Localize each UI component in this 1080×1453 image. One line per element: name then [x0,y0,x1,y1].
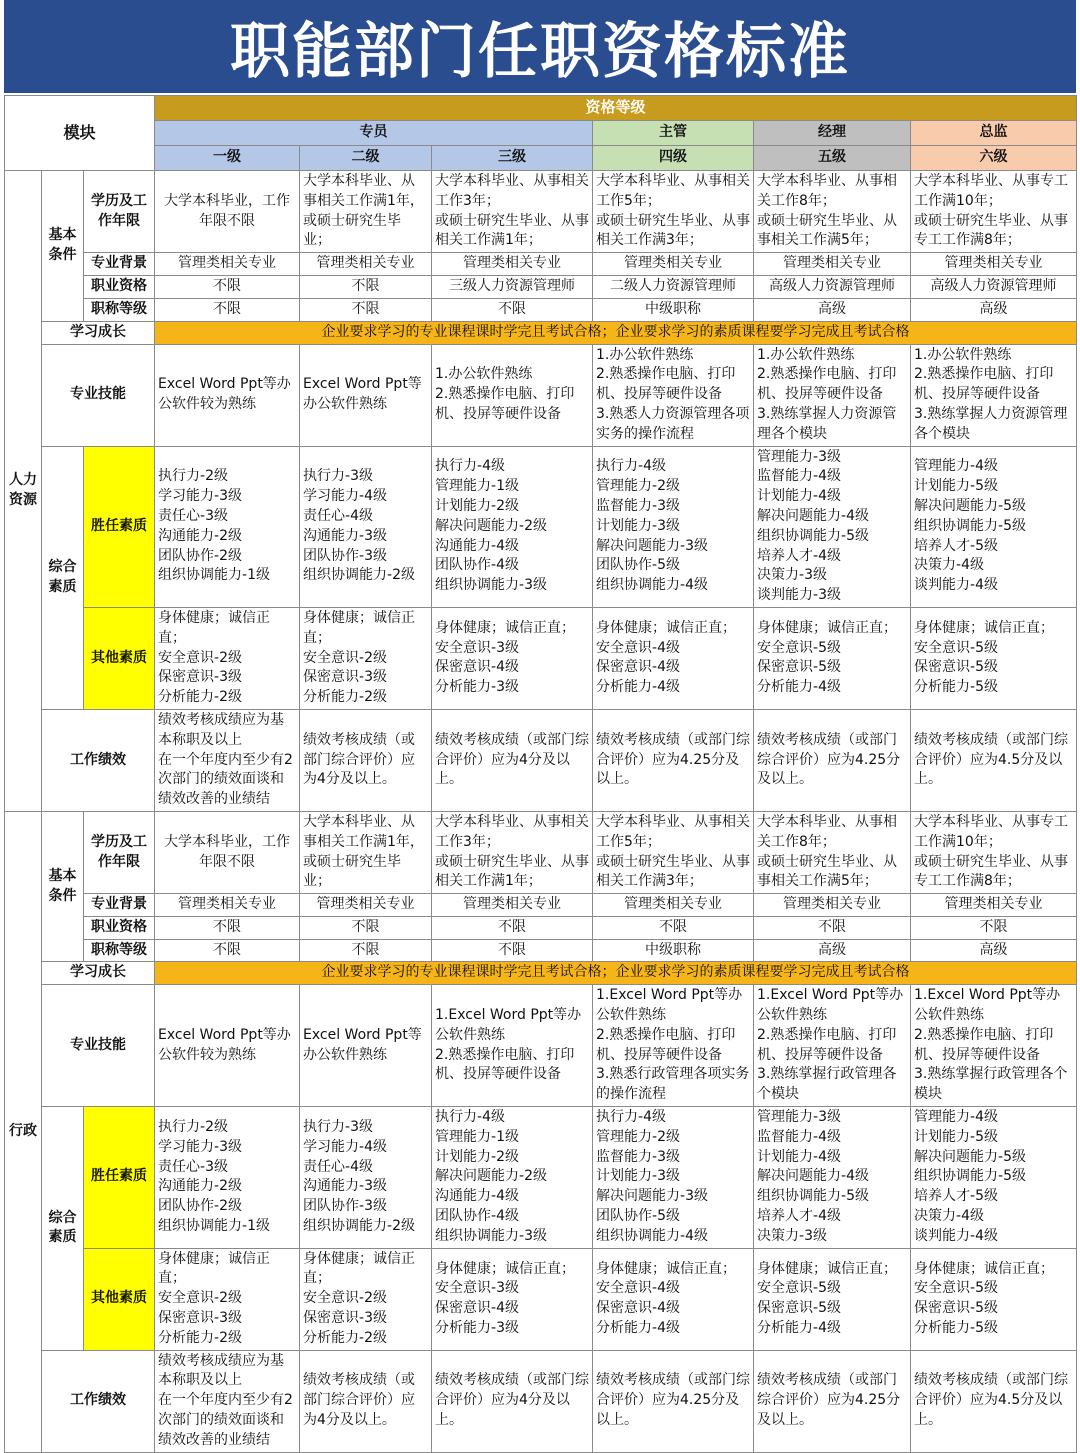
education-cell: 大学本科毕业，工作 年限不限 [155,171,300,253]
education-cell: 大学本科毕业、从事专工工作满10年； 或硕士研究生毕业、从事专工工作满8年； [911,171,1077,253]
skills-cell: 1.办公软件熟练 2.熟悉操作电脑、打印机、投屏等硬件设备 3.熟练掌握人力资源管理各个模块 [911,344,1077,446]
table-row [5,171,1077,253]
learning-requirement: 企业要求学习的专业课程课时学完且考试合格；企业要求学习的素质课程要学习完成且考试合格 [155,962,1077,985]
major-label: 专业背景 [84,894,155,917]
skills-cell: 1.Excel Word Ppt等办公软件熟练 2.熟悉操作电脑、打印机、投屏等硬件设备 [432,985,593,1107]
table-row [5,276,1077,299]
performance-cell: 绩效考核成绩应为基本称职及以上 在一个年度内至少有2次部门的绩效面谈和绩效改善的业绩结 [155,1350,300,1452]
table-row [5,607,1077,709]
table-row [5,894,1077,917]
education-cell: 大学本科毕业、从事相关工作满1年，或硕士研究生毕业； [300,171,432,253]
major-cell: 管理类相关专业 [754,894,911,917]
competency-cell: 管理能力-4级 计划能力-5级 解决问题能力-5级 组织协调能力-5级 培养人才-5级 决策力-4级 谈判能力-4级 [911,1107,1077,1249]
qualification-cell: 不限 [155,276,300,299]
table-row [5,916,1077,939]
qualification-cell: 不限 [911,916,1077,939]
education-cell: 大学本科毕业、从事相关工作3年； 或硕士研究生毕业、从事相关工作满1年； [432,811,593,893]
table-row [5,709,1077,811]
competency-cell: 执行力-3级 学习能力-4级 责任心-4级 沟通能力-3级 团队协作-3级 组织协调能力-2级 [300,446,432,607]
title-level-label: 职称等级 [84,298,155,321]
competency-cell: 执行力-4级 管理能力-1级 计划能力-2级 解决问题能力-2级 沟通能力-4级 团队协作-4级 组织协调能力-3级 [432,446,593,607]
section-name: 行政 [5,811,42,1452]
title-level-cell: 高级 [911,298,1077,321]
group-header-director: 总监 [911,121,1077,146]
qualification-cell: 不限 [300,916,432,939]
other-quality-cell: 身体健康；诚信正直； 安全意识-2级 保密意识-3级 分析能力-2级 [155,607,300,709]
table-row [5,1107,1077,1249]
competency-label: 胜任素质 [84,1107,155,1249]
education-cell: 大学本科毕业、从事相关工作8年； 或硕士研究生毕业、从事相关工作满5年； [754,171,911,253]
skills-cell: Excel Word Ppt等办公软件熟练 [300,344,432,446]
major-cell: 管理类相关专业 [911,894,1077,917]
other-quality-cell: 身体健康；诚信正直； 安全意识-3级 保密意识-4级 分析能力-3级 [432,607,593,709]
table-row [5,1350,1077,1452]
learning-label: 学习成长 [42,962,155,985]
competency-cell: 执行力-4级 管理能力-2级 监督能力-3级 计划能力-3级 解决问题能力-3级 团队协作-5级 组织协调能力-4级 [593,1107,754,1249]
title-level-cell: 高级 [754,298,911,321]
other-quality-cell: 身体健康；诚信正直； 安全意识-5级 保密意识-5级 分析能力-4级 [754,607,911,709]
education-cell: 大学本科毕业、从事相关工作3年； 或硕士研究生毕业、从事相关工作满1年； [432,171,593,253]
overall-quality-label: 综合 素质 [42,446,84,709]
basic-conditions-label: 基本 条件 [42,811,84,962]
table-row [5,446,1077,607]
qualification-cell: 高级人力资源管理师 [754,276,911,299]
performance-label: 工作绩效 [42,1350,155,1452]
other-quality-label: 其他素质 [84,1248,155,1350]
level-header-5: 五级 [754,146,911,171]
major-cell: 管理类相关专业 [593,253,754,276]
qualification-label: 职业资格 [84,276,155,299]
skills-cell: Excel Word Ppt等办公软件较为熟练 [155,344,300,446]
major-cell: 管理类相关专业 [911,253,1077,276]
skills-cell: Excel Word Ppt等办公软件熟练 [300,985,432,1107]
other-quality-cell: 身体健康；诚信正直； 安全意识-5级 保密意识-5级 分析能力-5级 [911,1248,1077,1350]
competency-cell: 执行力-4级 管理能力-1级 计划能力-2级 解决问题能力-2级 沟通能力-4级 团队协作-4级 组织协调能力-3级 [432,1107,593,1249]
level-header-3: 三级 [432,146,593,171]
skills-cell: 1.Excel Word Ppt等办公软件熟练 2.熟悉操作电脑、打印机、投屏等硬件设备 3.熟练掌握行政管理各个模块 [911,985,1077,1107]
competency-cell: 执行力-4级 管理能力-2级 监督能力-3级 计划能力-3级 解决问题能力-3级 团队协作-5级 组织协调能力-4级 [593,446,754,607]
title-banner [4,0,1076,93]
table-row [5,985,1077,1107]
skills-label: 专业技能 [42,344,155,446]
page-title: 职能部门任职资格标准 [230,16,850,87]
title-level-cell: 不限 [432,298,593,321]
table-row [5,321,1077,344]
other-quality-label: 其他素质 [84,607,155,709]
education-cell: 大学本科毕业、从事专工工作满10年； 或硕士研究生毕业、从事专工工作满8年； [911,811,1077,893]
major-cell: 管理类相关专业 [300,894,432,917]
group-header-supervisor: 主管 [593,121,754,146]
qualification-label: 职业资格 [84,916,155,939]
performance-cell: 绩效考核成绩（或部门综合评价）应为4.25分及以上。 [593,709,754,811]
level-header-4: 四级 [593,146,754,171]
title-level-cell: 高级 [754,939,911,962]
overall-quality-label: 综合 素质 [42,1107,84,1351]
major-cell: 管理类相关专业 [155,253,300,276]
title-level-label: 职称等级 [84,939,155,962]
qualification-cell: 二级人力资源管理师 [593,276,754,299]
title-level-cell: 不限 [300,298,432,321]
other-quality-cell: 身体健康；诚信正直； 安全意识-2级 保密意识-3级 分析能力-2级 [300,1248,432,1350]
table-row [5,344,1077,446]
competency-cell: 管理能力-3级 监督能力-4级 计划能力-4级 解决问题能力-4级 组织协调能力-5级 培养人才-4级 决策力-3级 [754,1107,911,1249]
major-cell: 管理类相关专业 [754,253,911,276]
learning-label: 学习成长 [42,321,155,344]
performance-cell: 绩效考核成绩应为基本称职及以上 在一个年度内至少有2次部门的绩效面谈和绩效改善的业绩结 [155,709,300,811]
other-quality-cell: 身体健康；诚信正直； 安全意识-2级 保密意识-3级 分析能力-2级 [155,1248,300,1350]
title-level-cell: 高级 [911,939,1077,962]
performance-cell: 绩效考核成绩（或部门综合评价）应为4.25分及以上。 [754,1350,911,1452]
basic-conditions-label: 基本 条件 [42,171,84,322]
performance-cell: 绩效考核成绩（或部门综合评价）应为4分及以上。 [432,1350,593,1452]
major-cell: 管理类相关专业 [155,894,300,917]
performance-cell: 绩效考核成绩（或部门综合评价）应为4分及以上。 [432,709,593,811]
performance-label: 工作绩效 [42,709,155,811]
skills-cell: Excel Word Ppt等办公软件较为熟练 [155,985,300,1107]
title-level-cell: 中级职称 [593,939,754,962]
education-label: 学历及工 作年限 [84,811,155,893]
skills-cell: 1.Excel Word Ppt等办公软件熟练 2.熟悉操作电脑、打印机、投屏等硬件设备 3.熟悉行政管理各项实务的操作流程 [593,985,754,1107]
competency-label: 胜任素质 [84,446,155,607]
competency-cell: 执行力-2级 学习能力-3级 责任心-3级 沟通能力-2级 团队协作-2级 组织协调能力-1级 [155,446,300,607]
qualification-cell: 不限 [155,916,300,939]
qualification-cell: 不限 [754,916,911,939]
table-row [5,962,1077,985]
competency-cell: 执行力-2级 学习能力-3级 责任心-3级 沟通能力-2级 团队协作-2级 组织协调能力-1级 [155,1107,300,1249]
level-header-2: 二级 [300,146,432,171]
education-cell: 大学本科毕业、从事相关工作5年； 或硕士研究生毕业、从事相关工作满3年； [593,171,754,253]
qualification-cell: 不限 [300,276,432,299]
section-name: 人力 资源 [5,171,42,812]
level-header-1: 一级 [155,146,300,171]
performance-cell: 绩效考核成绩（或部门综合评价）应为4.5分及以上。 [911,709,1077,811]
other-quality-cell: 身体健康；诚信正直； 安全意识-4级 保密意识-4级 分析能力-4级 [593,1248,754,1350]
skills-cell: 1.办公软件熟练 2.熟悉操作电脑、打印机、投屏等硬件设备 3.熟悉人力资源管理各项实务的操作流程 [593,344,754,446]
performance-cell: 绩效考核成绩（或部门综合评价）应为4.25分及以上。 [754,709,911,811]
qualification-table [4,95,1077,1453]
education-cell: 大学本科毕业、从事相关工作5年； 或硕士研究生毕业、从事相关工作满3年； [593,811,754,893]
qualification-cell: 三级人力资源管理师 [432,276,593,299]
education-cell: 大学本科毕业，工作 年限不限 [155,811,300,893]
table-row [5,811,1077,893]
performance-cell: 绩效考核成绩（或部门综合评价）应为4分及以上。 [300,709,432,811]
qualification-cell: 不限 [593,916,754,939]
major-label: 专业背景 [84,253,155,276]
qualification-cell: 不限 [432,916,593,939]
performance-cell: 绩效考核成绩（或部门综合评价）应为4.25分及以上。 [593,1350,754,1452]
education-cell: 大学本科毕业、从事相关工作8年； 或硕士研究生毕业、从事相关工作满5年； [754,811,911,893]
performance-cell: 绩效考核成绩（或部门综合评价）应为4分及以上。 [300,1350,432,1452]
title-level-cell: 不限 [155,298,300,321]
other-quality-cell: 身体健康；诚信正直； 安全意识-4级 保密意识-4级 分析能力-4级 [593,607,754,709]
title-level-cell: 不限 [155,939,300,962]
major-cell: 管理类相关专业 [300,253,432,276]
education-cell: 大学本科毕业、从事相关工作满1年，或硕士研究生毕业； [300,811,432,893]
other-quality-cell: 身体健康；诚信正直； 安全意识-3级 保密意识-4级 分析能力-3级 [432,1248,593,1350]
qualification-cell: 高级人力资源管理师 [911,276,1077,299]
other-quality-cell: 身体健康；诚信正直； 安全意识-2级 保密意识-3级 分析能力-2级 [300,607,432,709]
skills-label: 专业技能 [42,985,155,1107]
competency-cell: 执行力-3级 学习能力-4级 责任心-4级 沟通能力-3级 团队协作-3级 组织协调能力-2级 [300,1107,432,1249]
qualification-level-header: 资格等级 [155,96,1077,121]
other-quality-cell: 身体健康；诚信正直； 安全意识-5级 保密意识-5级 分析能力-5级 [911,607,1077,709]
competency-cell: 管理能力-4级 计划能力-5级 解决问题能力-5级 组织协调能力-5级 培养人才-5级 决策力-4级 谈判能力-4级 [911,446,1077,607]
table-row [5,298,1077,321]
table-row [5,1248,1077,1350]
performance-cell: 绩效考核成绩（或部门综合评价）应为4.5分及以上。 [911,1350,1077,1452]
module-header: 模块 [5,96,155,171]
skills-cell: 1.Excel Word Ppt等办公软件熟练 2.熟悉操作电脑、打印机、投屏等硬件设备 3.熟练掌握行政管理各个模块 [754,985,911,1107]
group-header-specialist: 专员 [155,121,593,146]
learning-requirement: 企业要求学习的专业课程课时学完且考试合格；企业要求学习的素质课程要学习完成且考试合格 [155,321,1077,344]
major-cell: 管理类相关专业 [432,253,593,276]
table-row [5,939,1077,962]
group-header-manager: 经理 [754,121,911,146]
title-level-cell: 中级职称 [593,298,754,321]
education-label: 学历及工 作年限 [84,171,155,253]
skills-cell: 1.办公软件熟练 2.熟悉操作电脑、打印机、投屏等硬件设备 [432,344,593,446]
title-level-cell: 不限 [432,939,593,962]
competency-cell: 管理能力-3级 监督能力-4级 计划能力-4级 解决问题能力-4级 组织协调能力-5级 培养人才-4级 决策力-3级 谈判能力-3级 [754,446,911,607]
major-cell: 管理类相关专业 [593,894,754,917]
other-quality-cell: 身体健康；诚信正直； 安全意识-5级 保密意识-5级 分析能力-4级 [754,1248,911,1350]
title-level-cell: 不限 [300,939,432,962]
major-cell: 管理类相关专业 [432,894,593,917]
table-row [5,253,1077,276]
level-header-6: 六级 [911,146,1077,171]
skills-cell: 1.办公软件熟练 2.熟悉操作电脑、打印机、投屏等硬件设备 3.熟练掌握人力资源管理各个模块 [754,344,911,446]
